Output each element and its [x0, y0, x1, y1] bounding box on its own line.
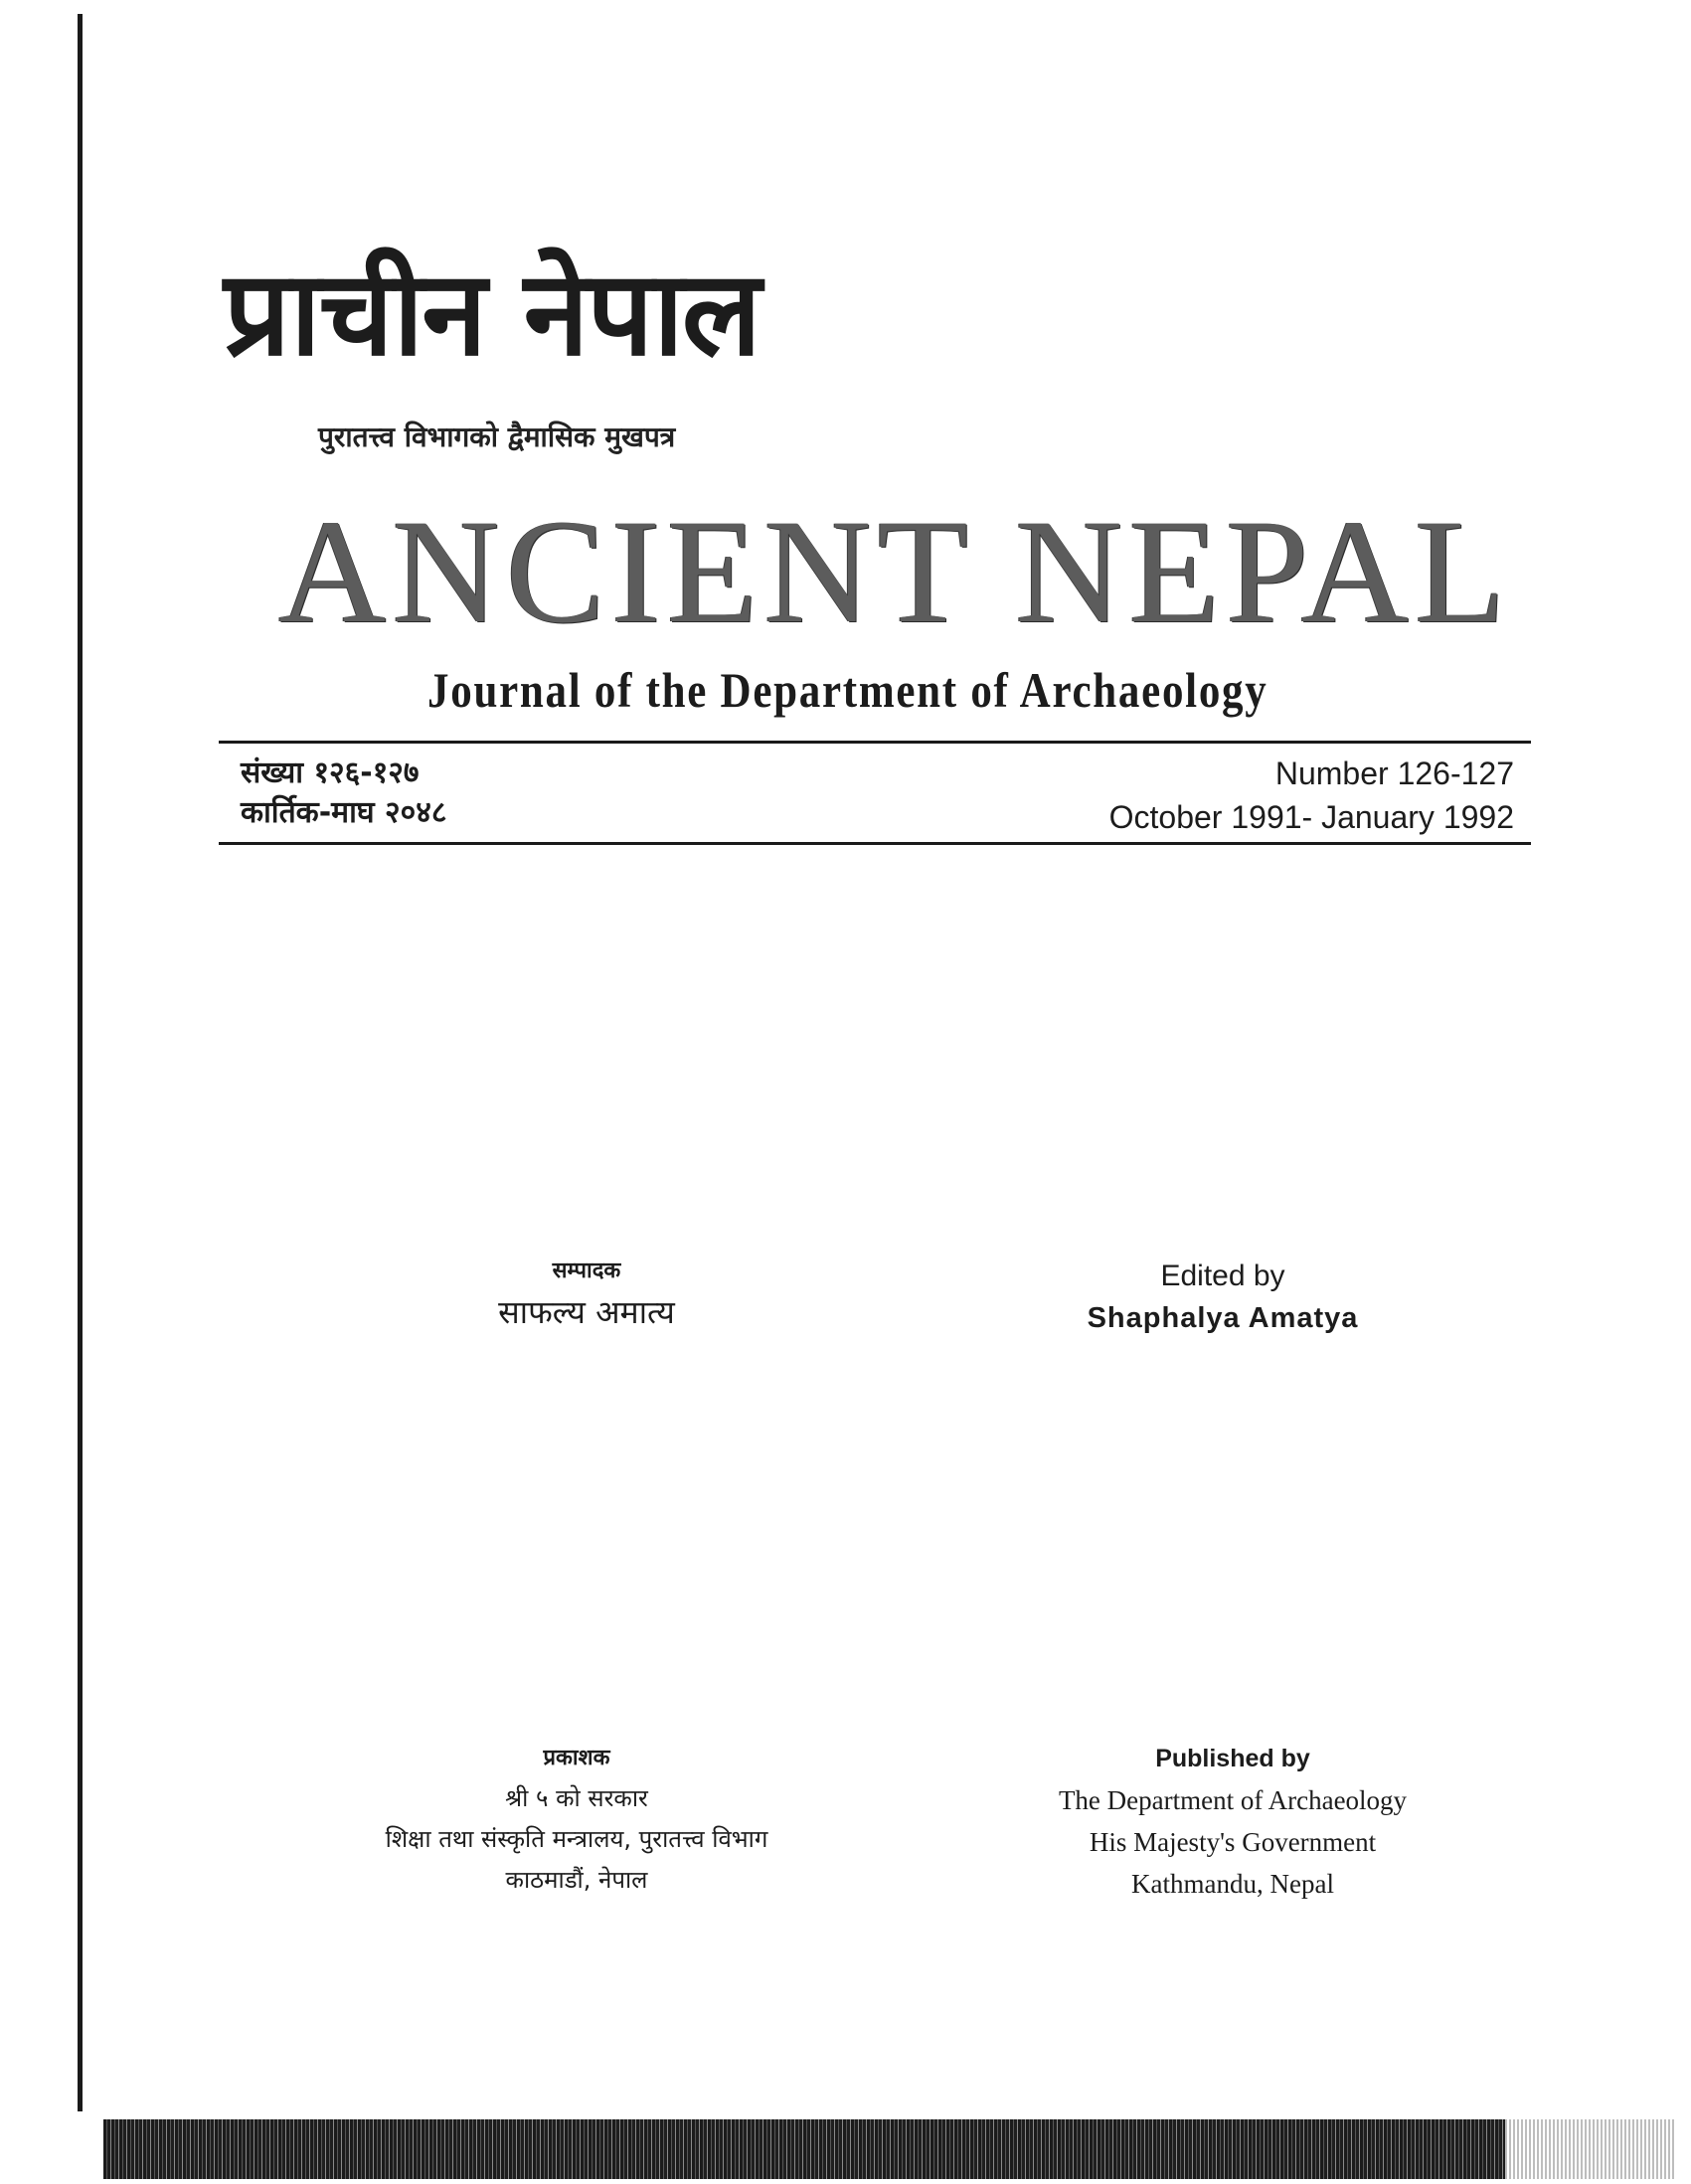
scan-bottom-band — [103, 2119, 1674, 2179]
publisher-label-english: Published by — [1155, 1745, 1310, 1772]
issue-number-english: Number 126-127 — [1274, 756, 1514, 791]
editor-name-nepali: साफल्य अमात्य — [498, 1293, 675, 1331]
publisher-line3-english: Kathmandu, Nepal — [1131, 1869, 1334, 1899]
editor-label-nepali: सम्पादक — [552, 1259, 621, 1283]
publisher-line3-nepali: काठमाडौं, नेपाल — [505, 1866, 648, 1894]
binding-edge-line — [78, 14, 83, 2111]
issue-date-english: October 1991- January 1992 — [1108, 799, 1514, 835]
publisher-block-nepali — [298, 1738, 855, 1901]
nepali-masthead-subtitle: पुरातत्त्व विभागको द्वैमासिक मुखपत्र — [318, 420, 676, 453]
editor-label-english: Edited by — [1160, 1260, 1285, 1292]
publisher-line2-english: His Majesty's Government — [1089, 1827, 1377, 1857]
english-masthead-title: ANCIENT NEPAL — [278, 489, 1512, 654]
publisher-block-english — [1004, 1738, 1461, 1905]
publisher-line1-english: The Department of Archaeology — [1058, 1785, 1408, 1815]
editor-block-nepali — [437, 1255, 736, 1336]
issue-rule-top — [219, 741, 1531, 744]
issue-number-nepali: संख्या १२६-१२७ — [241, 756, 420, 790]
issue-date-nepali: कार्तिक-माघ २०४८ — [241, 795, 447, 830]
nepali-masthead-title: प्राचीन नेपाल — [224, 244, 760, 382]
editor-name-english: Shaphalya Amatya — [1087, 1302, 1359, 1334]
issue-info-nepali — [241, 754, 446, 833]
issue-rule-bottom — [219, 842, 1531, 845]
publisher-line1-nepali: श्री ५ को सरकार — [505, 1784, 648, 1812]
english-masthead-subtitle: Journal of the Department of Archaeology — [427, 662, 1268, 718]
issue-info-english — [1109, 752, 1514, 839]
editor-block-english — [1049, 1255, 1397, 1338]
publisher-label-nepali: प्रकाशक — [543, 1746, 610, 1770]
publisher-line2-nepali: शिक्षा तथा संस्कृति मन्त्रालय, पुरातत्त्व विभाग — [385, 1825, 768, 1853]
